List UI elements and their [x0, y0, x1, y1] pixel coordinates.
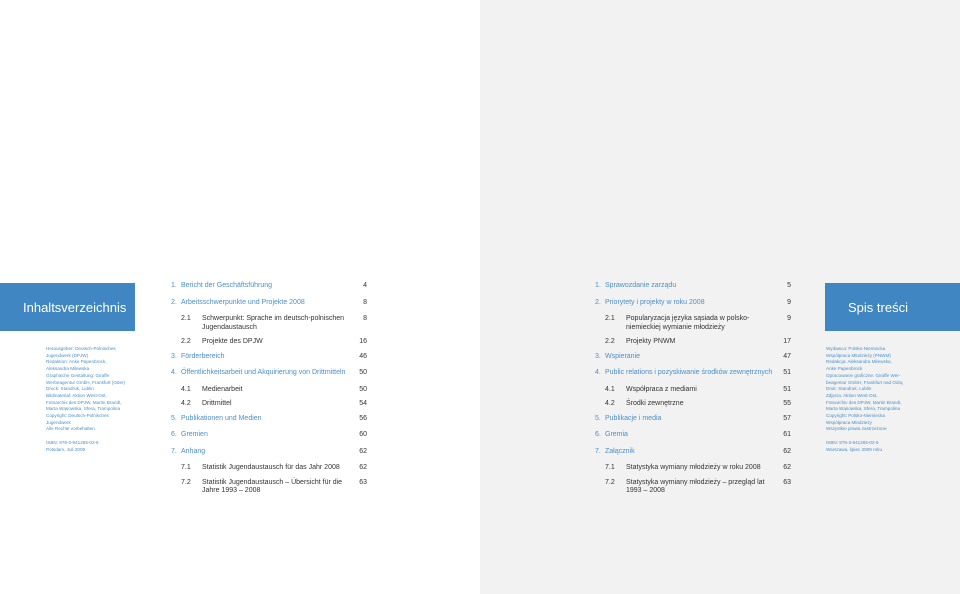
toc-entry-page: 56	[359, 414, 367, 422]
toc-entry-page: 63	[359, 478, 367, 486]
toc-entry	[595, 315, 791, 332]
toc-entry-page: 61	[783, 431, 791, 438]
toc-entry	[595, 338, 791, 347]
toc-entry-page: 55	[783, 400, 791, 407]
toc-entry-number: 5.	[171, 414, 177, 422]
toc-entry-title: Public relations i pozyskiwanie środków zewnętrznych	[605, 369, 773, 376]
polish-imprint: Wydawca: Polsko-Niemiecka Współpraca Młodzieży (PNWM) Redakcja: Aleksandra Milewska, Anke Papenbrock Opracowanie graficzne: Giraffe Wer- beagentur GmbH, Frankfurt nad Odrą Druk: Standruk, Lublin Zdjęcia: Aktion West-Ost, Fotoarchiv des DPJW, Martin Brandt, Marta Wąsowska, Sfera, Trampolina Copyright: Polsko-Niemiecka Współpraca Młodzieży Wszystkie prawa zastrzeżone ISBN: 978-3-941265-02-6 Warszawa, lipiec 2009 roku	[826, 346, 903, 452]
toc-entry-page: 60	[359, 431, 367, 438]
toc-entry-title: Sprawozdanie zarządu	[605, 282, 677, 289]
toc-entry	[595, 415, 791, 424]
toc-entry-page: 9	[787, 315, 791, 322]
toc-entry-number: 7.	[595, 447, 601, 455]
toc-entry-title: Wspieranie	[605, 352, 641, 360]
toc-entry-number: 2.	[171, 298, 177, 306]
toc-entry	[595, 479, 791, 496]
toc-entry-title: Popularyzacja języka sąsiada w polsko-niemieckiej wymianie młodzieży	[626, 315, 750, 331]
toc-entry-number: 6.	[171, 431, 177, 438]
toc-entry	[171, 353, 367, 362]
toc-entry	[171, 464, 367, 473]
german-toc	[171, 282, 367, 502]
toc-entry-page: 50	[359, 369, 367, 376]
toc-entry-number: 1.	[595, 282, 601, 289]
toc-entry-page: 51	[783, 369, 791, 376]
toc-entry-title: Öffentlichkeitsarbeit und Akquirierung von Drittmitteln	[181, 369, 346, 376]
toc-entry-title: Środki zewnętrzne	[626, 400, 684, 407]
toc-entry-number: 4.2	[605, 400, 615, 407]
toc-entry-number: 4.	[595, 369, 601, 376]
toc-entry	[595, 431, 791, 440]
toc-entry-title: Förderbereich	[181, 352, 225, 360]
toc-entry	[595, 386, 791, 395]
toc-entry-number: 1.	[171, 282, 177, 289]
toc-entry-number: 2.1	[605, 315, 615, 322]
toc-entry-page: 62	[359, 464, 367, 471]
toc-entry-title: Schwerpunkt: Sprache im deutsch-polnischen Jugendaustausch	[202, 315, 345, 331]
toc-entry	[171, 338, 367, 347]
toc-entry-title: Arbeitsschwerpunkte und Projekte 2008	[181, 298, 305, 306]
toc-entry-page: 62	[359, 447, 367, 455]
toc-entry-title: Statystyka wymiany młodzieży – przegląd lat 1993 – 2008	[626, 478, 765, 494]
toc-entry-number: 4.2	[181, 400, 191, 407]
toc-entry-number: 6.	[595, 431, 601, 438]
toc-entry	[171, 431, 367, 440]
toc-entry-page: 47	[783, 352, 791, 360]
toc-entry-number: 4.1	[605, 385, 615, 393]
toc-entry-number: 2.	[595, 298, 601, 306]
toc-entry-page: 8	[363, 315, 367, 322]
toc-entry-number: 7.2	[181, 478, 191, 486]
toc-entry-page: 9	[787, 298, 791, 306]
toc-entry	[171, 415, 367, 424]
toc-entry-number: 2.2	[181, 338, 191, 345]
toc-entry-title: Załącznik	[605, 447, 635, 455]
toc-entry	[595, 299, 791, 308]
polish-toc	[595, 282, 791, 502]
toc-entry-number: 3.	[171, 352, 177, 360]
toc-entry-page: 4	[363, 282, 367, 289]
toc-entry	[171, 386, 367, 395]
toc-entry-title: Publikacje i media	[605, 414, 662, 422]
toc-entry-number: 2.2	[605, 338, 615, 345]
toc-entry-title: Bericht der Geschäftsführung	[181, 282, 273, 289]
toc-entry-page: 46	[359, 352, 367, 360]
toc-entry-number: 7.1	[181, 464, 191, 471]
toc-entry	[595, 400, 791, 409]
toc-entry	[171, 315, 367, 332]
toc-entry-title: Statistik Jugendaustausch für das Jahr 2008	[202, 464, 340, 471]
toc-entry	[595, 369, 791, 378]
toc-entry-title: Anhang	[181, 447, 206, 455]
toc-entry-page: 50	[359, 385, 367, 393]
toc-entry-page: 8	[363, 298, 367, 306]
toc-entry-number: 4.1	[181, 385, 191, 393]
toc-entry-page: 62	[783, 464, 791, 471]
toc-entry	[171, 299, 367, 308]
toc-entry-title: Współpraca z mediami	[626, 385, 697, 393]
german-heading: Inhaltsverzeichnis	[0, 283, 135, 331]
toc-entry-page: 54	[359, 400, 367, 407]
toc-entry	[171, 400, 367, 409]
toc-entry-title: Statystyka wymiany młodzieży w roku 2008	[626, 464, 761, 471]
toc-entry-number: 7.2	[605, 478, 615, 486]
toc-entry-title: Gremia	[605, 431, 628, 438]
polish-heading: Spis treści	[825, 283, 960, 331]
toc-entry-title: Projekty PNWM	[626, 338, 676, 345]
toc-entry-number: 3.	[595, 352, 601, 360]
toc-entry-page: 62	[783, 447, 791, 455]
toc-entry	[595, 353, 791, 362]
toc-entry-title: Medienarbeit	[202, 385, 243, 393]
toc-entry-number: 4.	[171, 369, 177, 376]
toc-entry-number: 2.1	[181, 315, 191, 322]
toc-entry-page: 17	[783, 338, 791, 345]
toc-entry-number: 5.	[595, 414, 601, 422]
toc-entry-number: 7.	[171, 447, 177, 455]
toc-entry-title: Publikationen und Medien	[181, 414, 262, 422]
toc-entry-title: Statistik Jugendaustausch – Übersicht für die Jahre 1993 – 2008	[202, 478, 343, 494]
toc-entry-page: 57	[783, 414, 791, 422]
toc-entry-page: 51	[783, 385, 791, 393]
german-imprint: Herausgeber: Deutsch-Polnisches Jugendwerk (DPJW) Redaktion: Anke Papenbrock, Aleksandra Milewska Graphische Gestaltung: Giraffe Werbeagentur GmbH, Frankfurt (Oder) Druck: Standruk, Lublin Bildmaterial: Aktion West-Ost, Fotoarchiv des DPJW, Martin Brandt, Marta Wąsowska, Sfera, Trampolina Copyright: Deutsch-Polnisches Jugendwerk Alle Rechte vorbehalten ISBN: 978-3-941265-02-6 Potsdam, Juli 2009	[46, 346, 126, 452]
toc-entry	[171, 282, 367, 291]
toc-entry-number: 7.1	[605, 464, 615, 471]
toc-entry	[171, 448, 367, 457]
toc-entry-title: Priorytety i projekty w roku 2008	[605, 298, 705, 306]
toc-entry-page: 63	[783, 478, 791, 486]
toc-entry-page: 5	[787, 282, 791, 289]
toc-entry	[595, 282, 791, 291]
toc-entry	[595, 448, 791, 457]
toc-entry	[171, 479, 367, 496]
toc-entry-title: Gremien	[181, 431, 208, 438]
toc-entry	[595, 464, 791, 473]
toc-entry-title: Drittmittel	[202, 400, 232, 407]
toc-entry-title: Projekte des DPJW	[202, 338, 263, 345]
toc-entry	[171, 369, 367, 378]
toc-entry-page: 16	[359, 338, 367, 345]
